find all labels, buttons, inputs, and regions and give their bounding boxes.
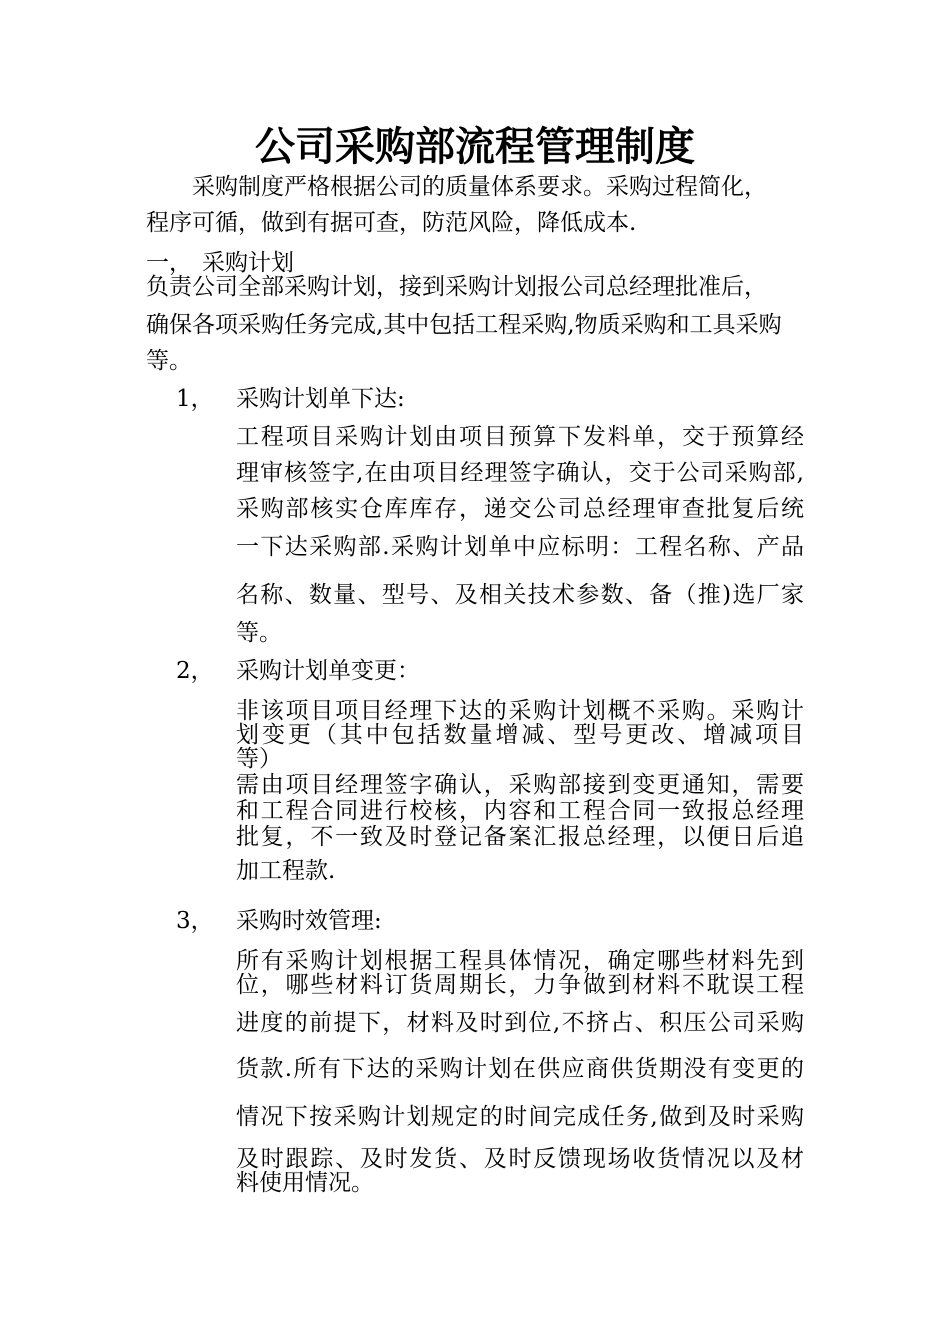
item1-line-4: 一下达采购部.采购计划单中应标明：工程名称、产品 xyxy=(236,534,804,560)
item2-line-1: 非该项目项目经理下达的采购计划概不采购。采购计 xyxy=(236,698,804,724)
section1-line-3: 等。 xyxy=(146,348,192,374)
item2-number: 2， xyxy=(176,658,214,684)
item2-line-2: 划变更（其中包括数量增减、型号更改、增减项目 xyxy=(236,722,804,748)
item3-number: 3， xyxy=(176,908,214,934)
item3-line-7: 料使用情况。 xyxy=(236,1170,374,1196)
item3-line-6: 及时跟踪、及时发货、及时反馈现场收货情况以及材 xyxy=(236,1146,804,1172)
item1-heading: 采购计划单下达: xyxy=(236,386,405,412)
section1-number: 一， xyxy=(146,250,192,276)
intro-line-1: 采购制度严格根据公司的质量体系要求。采购过程简化， xyxy=(192,174,767,200)
item3-line-4: 货款.所有下达的采购计划在供应商供货期没有变更的 xyxy=(236,1056,804,1082)
item1-line-1: 工程项目采购计划由项目预算下发料单，交于预算经 xyxy=(236,424,804,450)
item2-line-7: 加工程款. xyxy=(236,858,336,884)
item1-line-6: 等。 xyxy=(236,620,282,646)
section1-heading: 采购计划 xyxy=(202,250,294,276)
item2-line-4: 需由项目经理签字确认，采购部接到变更通知，需要 xyxy=(236,772,804,798)
section1-line-2: 确保各项采购任务完成,其中包括工程采购,物质采购和工具采购 xyxy=(146,312,782,338)
item1-line-3: 采购部核实仓库库存，递交公司总经理审查批复后统 xyxy=(236,496,804,522)
item3-line-5: 情况下按采购计划规定的时间完成任务,做到及时采购 xyxy=(236,1104,804,1130)
item2-heading: 采购计划单变更： xyxy=(236,658,420,684)
item1-line-2: 理审核签字,在由项目经理签字确认，交于公司采购部, xyxy=(236,460,804,486)
intro-line-2: 程序可循，做到有据可查，防范风险，降低成本. xyxy=(146,210,637,236)
item2-line-5: 和工程合同进行校核，内容和工程合同一致报总经理 xyxy=(236,798,804,824)
item3-line-3: 进度的前提下，材料及时到位,不挤占、积压公司采购 xyxy=(236,1010,804,1036)
document-title: 公司采购部流程管理制度 xyxy=(255,124,695,170)
item1-line-5: 名称、数量、型号、及相关技术参数、备（推)选厂家 xyxy=(236,582,804,608)
item2-line-3: 等） xyxy=(236,746,282,772)
item3-line-2: 位，哪些材料订货周期长，力争做到材料不耽误工程 xyxy=(236,972,804,998)
item1-number: 1， xyxy=(176,386,214,412)
item3-line-1: 所有采购计划根据工程具体情况，确定哪些材料先到 xyxy=(236,948,804,974)
item3-heading: 采购时效管理: xyxy=(236,908,382,934)
item2-line-6: 批复，不一致及时登记备案汇报总经理，以便日后追 xyxy=(236,824,804,850)
section1-line-1: 负责公司全部采购计划，接到采购计划报公司总经理批准后， xyxy=(146,274,767,300)
